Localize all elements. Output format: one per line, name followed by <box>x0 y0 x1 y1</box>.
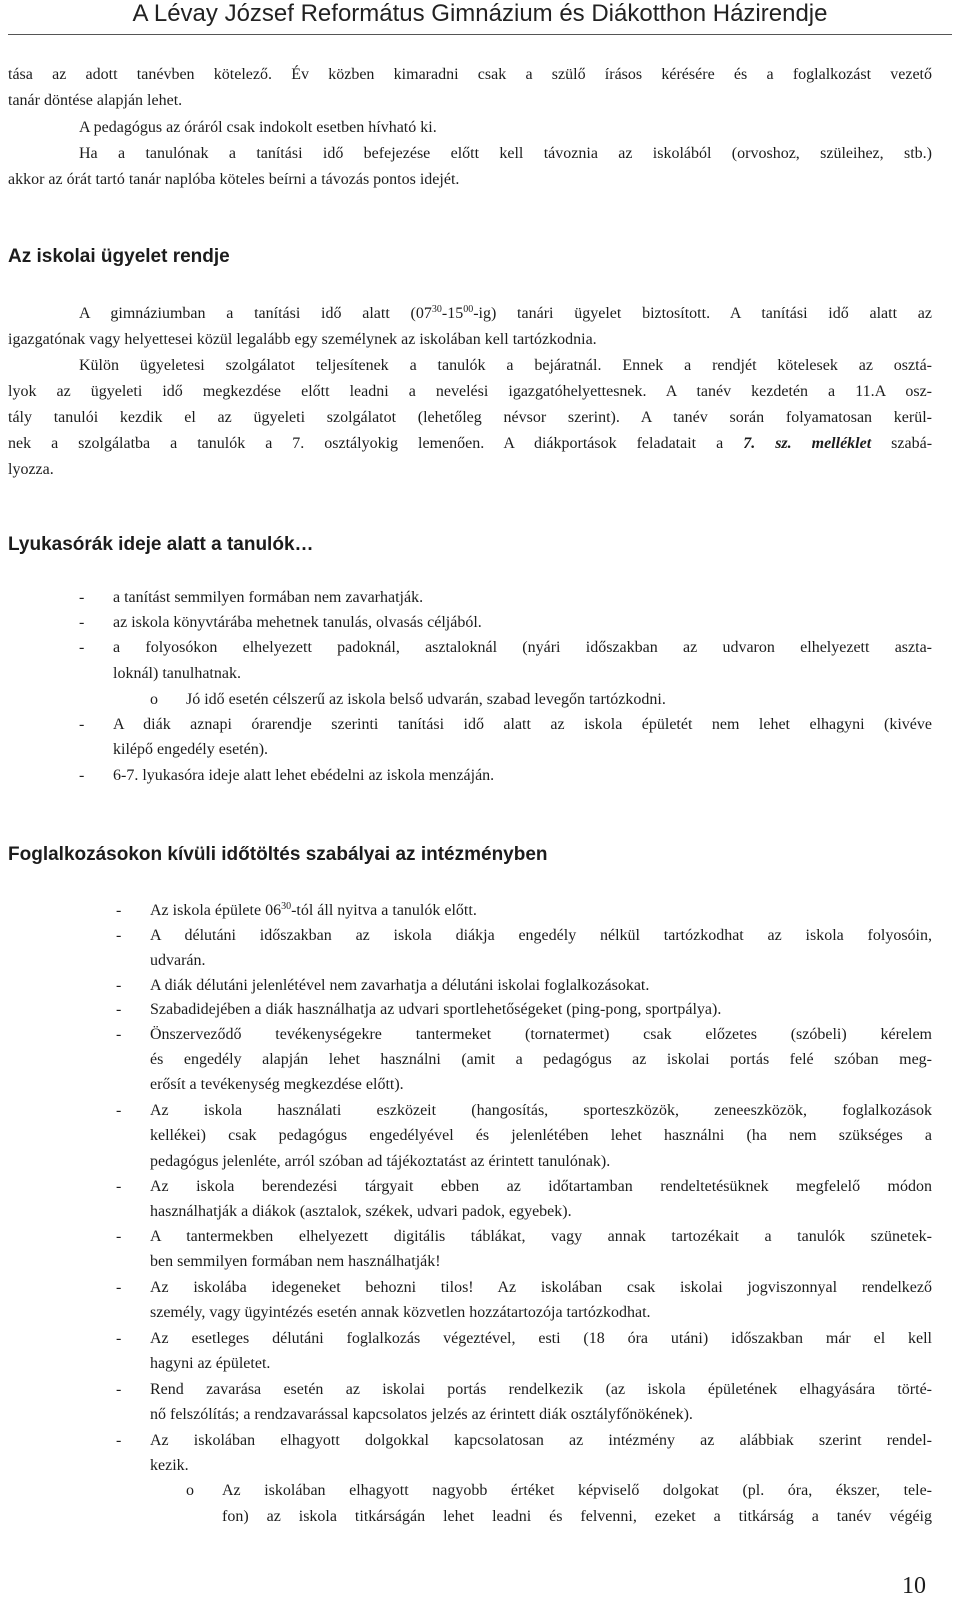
list-dash: - <box>116 1432 122 1449</box>
sub-list-item: Jó idő esetén célszerű az iskola belső udvarán, szabad levegőn tartózkodni. <box>186 691 666 708</box>
sub-list-item: Az iskolában elhagyott nagyobb értéket képviselő dolgokat (pl. óra, ékszer, tele- <box>222 1482 932 1499</box>
paragraph-line: Ha a tanulónak a tanítási idő befejezése előtt kell távoznia az iskolából (orvoshoz, szüleihez, stb.) <box>79 145 932 162</box>
paragraph-line: tály tanulói kezdik el az ügyeleti szolgálatot (lehetőleg névsor szerint). A tanév során folyamatosan kerül- <box>8 409 932 426</box>
list-item: 6-7. lyukasóra ideje alatt lehet ebédelni az iskola menzáján. <box>113 767 495 784</box>
list-item-continuation: használhatják a diákok (asztalok, székek, udvari padok, egyebek). <box>150 1203 572 1220</box>
list-item: az iskola könyvtárába mehetnek tanulás, olvasás céljából. <box>113 614 482 631</box>
list-item: Önszerveződő tevékenységekre tantermeket (tornatermet) csak előzetes (szóbeli) kérelem <box>150 1026 932 1043</box>
list-item: a tanítást semmilyen formában nem zavarhatják. <box>113 589 424 606</box>
list-item-continuation: udvarán. <box>150 952 206 969</box>
list-dash: - <box>116 1102 122 1119</box>
list-dash: - <box>116 1178 122 1195</box>
paragraph-line: lyok az ügyeleti idő megkezdése előtt leadni a nevelési igazgatóhelyettesnek. A tanév kezdetén a 11.A osz- <box>8 383 932 400</box>
list-item-continuation: hagyni az épületet. <box>150 1355 271 1372</box>
list-item-continuation: ben semmilyen formában nem használhatják! <box>150 1253 441 1270</box>
list-item-continuation: kellékei) csak pedagógus engedélyével és jelenlétében lehet használni (ha nem szükséges a <box>150 1127 932 1144</box>
list-item: Rend zavarása esetén az iskolai portás rendelkezik (az iskola épületének elhagyására törté- <box>150 1381 932 1398</box>
list-item: Szabadidejében a diák használhatja az udvari sportlehetőségeket (ping-pong, sportpálya). <box>150 1001 722 1018</box>
list-item: A tantermekben elhelyezett digitális táblákat, vagy annak tartozékait a tanulók szünetek- <box>150 1228 932 1245</box>
paragraph-line: Külön ügyeletesi szolgálatot teljesítenek a tanulók a bejáratnál. Ennek a rendjét kötelesek az osztá- <box>79 357 932 374</box>
page-number: 10 <box>902 1573 926 1599</box>
sub-bullet: o <box>186 1482 194 1499</box>
list-item-continuation: és engedély alapján lehet használni (amit a pedagógus az iskolai portás felé szóban meg- <box>150 1051 932 1068</box>
section-heading-duty: Az iskolai ügyelet rendje <box>8 246 230 267</box>
paragraph-line: A gimnáziumban a tanítási idő alatt $(07^{30}-15^{00}-ig)$ tanári ügyelet biztosított. A tanítási idő alatt az <box>79 304 932 322</box>
list-dash: - <box>116 1228 122 1245</box>
list-dash: - <box>116 977 122 994</box>
list-item: Az esetleges délutáni foglalkozás végeztével, esti (18 óra utáni) időszakban már el kell <box>150 1330 932 1347</box>
list-item-continuation: nő felszólítás; a rendzavarással kapcsolatos jelzés az érintett diák osztályfőnökének). <box>150 1406 693 1423</box>
list-item: Az iskola berendezési tárgyait ebben az időtartamban rendeltetésüknek megfelelő módon <box>150 1178 932 1195</box>
list-dash: - <box>116 927 122 944</box>
list-item: Az iskola épülete $06^{30}$-tól áll nyitva a tanulók előtt. <box>150 901 477 919</box>
sub-bullet: o <box>150 691 158 708</box>
list-dash: - <box>116 1381 122 1398</box>
paragraph-line: igazgatónak vagy helyettesei közül legalább egy személynek az iskolában kell tartózkodnia. <box>8 331 597 348</box>
paragraph-line: nek a szolgálatba a tanulók a 7. osztályokig lemenően. A diákportások feladatait a 7. sz. melléklet szabá- <box>8 435 933 452</box>
list-dash: - <box>79 589 85 606</box>
list-dash: - <box>116 1001 122 1018</box>
paragraph-line: tása az adott tanévben kötelező. Év közben kimaradni csak a szülő írásos kérésére és a foglalkozást vezető <box>8 66 932 83</box>
list-item: Az iskola használati eszközeit (hangosítás, sporteszközök, zeneeszközök, foglalkozások <box>150 1102 932 1119</box>
list-dash: - <box>116 1330 122 1347</box>
list-item-continuation: kezik. <box>150 1457 189 1474</box>
paragraph-line: lyozza. <box>8 461 54 478</box>
list-dash: - <box>116 902 122 919</box>
list-item-continuation: erősít a tevékenység megkezdése előtt). <box>150 1076 404 1093</box>
list-item: Az iskolába idegeneket behozni tilos! Az iskolában csak iskolai jogviszonnyal rendelkező <box>150 1279 932 1296</box>
paragraph-line: A pedagógus az óráról csak indokolt esetben hívható ki. <box>79 119 437 136</box>
list-item-continuation: loknál) tanulhatnak. <box>113 665 241 682</box>
section-heading-free-periods: Lyukasórák ideje alatt a tanulók… <box>8 534 314 555</box>
paragraph-line: tanár döntése alapján lehet. <box>8 92 183 109</box>
list-item-continuation: kilépő engedély esetén). <box>113 741 269 758</box>
list-item: A diák délutáni jelenlétével nem zavarhatja a délutáni iskolai foglalkozásokat. <box>150 977 650 994</box>
list-dash: - <box>79 639 85 656</box>
list-item-continuation: pedagógus jelenléte, arról szóban ad tájékoztatást az érintett tanulónak). <box>150 1153 611 1170</box>
list-item: Az iskolában elhagyott dolgokkal kapcsolatosan az intézmény az alábbiak szerint rendel- <box>150 1432 932 1449</box>
list-dash: - <box>116 1026 122 1043</box>
document-title: A Lévay József Református Gimnázium és Diákotthon Házirendje <box>132 0 828 27</box>
header-divider <box>8 34 952 35</box>
list-item: A diák aznapi órarendje szerinti tanítási idő alatt az iskola épületét nem lehet elhagyni (kivéve <box>113 716 932 733</box>
annex-reference: 7. sz. melléklet <box>743 435 872 452</box>
list-dash: - <box>79 614 85 631</box>
list-dash: - <box>79 716 85 733</box>
list-item-continuation: személy, vagy ügyintézés esetén annak közvetlen hozzátartozója tartózkodhat. <box>150 1304 651 1321</box>
list-dash: - <box>79 767 85 784</box>
list-dash: - <box>116 1279 122 1296</box>
list-item: A délutáni időszakban az iskola diákja engedély nélkül tartózkodhat az iskola folyosóin, <box>150 927 932 944</box>
section-heading-leisure-rules: Foglalkozásokon kívüli időtöltés szabályai az intézményben <box>8 844 548 865</box>
list-item: a folyosókon elhelyezett padoknál, asztaloknál (nyári időszakban az udvaron elhelyezett aszta- <box>113 639 932 656</box>
page-header <box>0 0 960 36</box>
paragraph-line: akkor az órát tartó tanár naplóba köteles beírni a távozás pontos idejét. <box>8 171 460 188</box>
sub-list-item-continuation: fon) az iskola titkárságán lehet leadni és felvenni, ezeket a titkárság a tanév végéig <box>222 1508 932 1525</box>
